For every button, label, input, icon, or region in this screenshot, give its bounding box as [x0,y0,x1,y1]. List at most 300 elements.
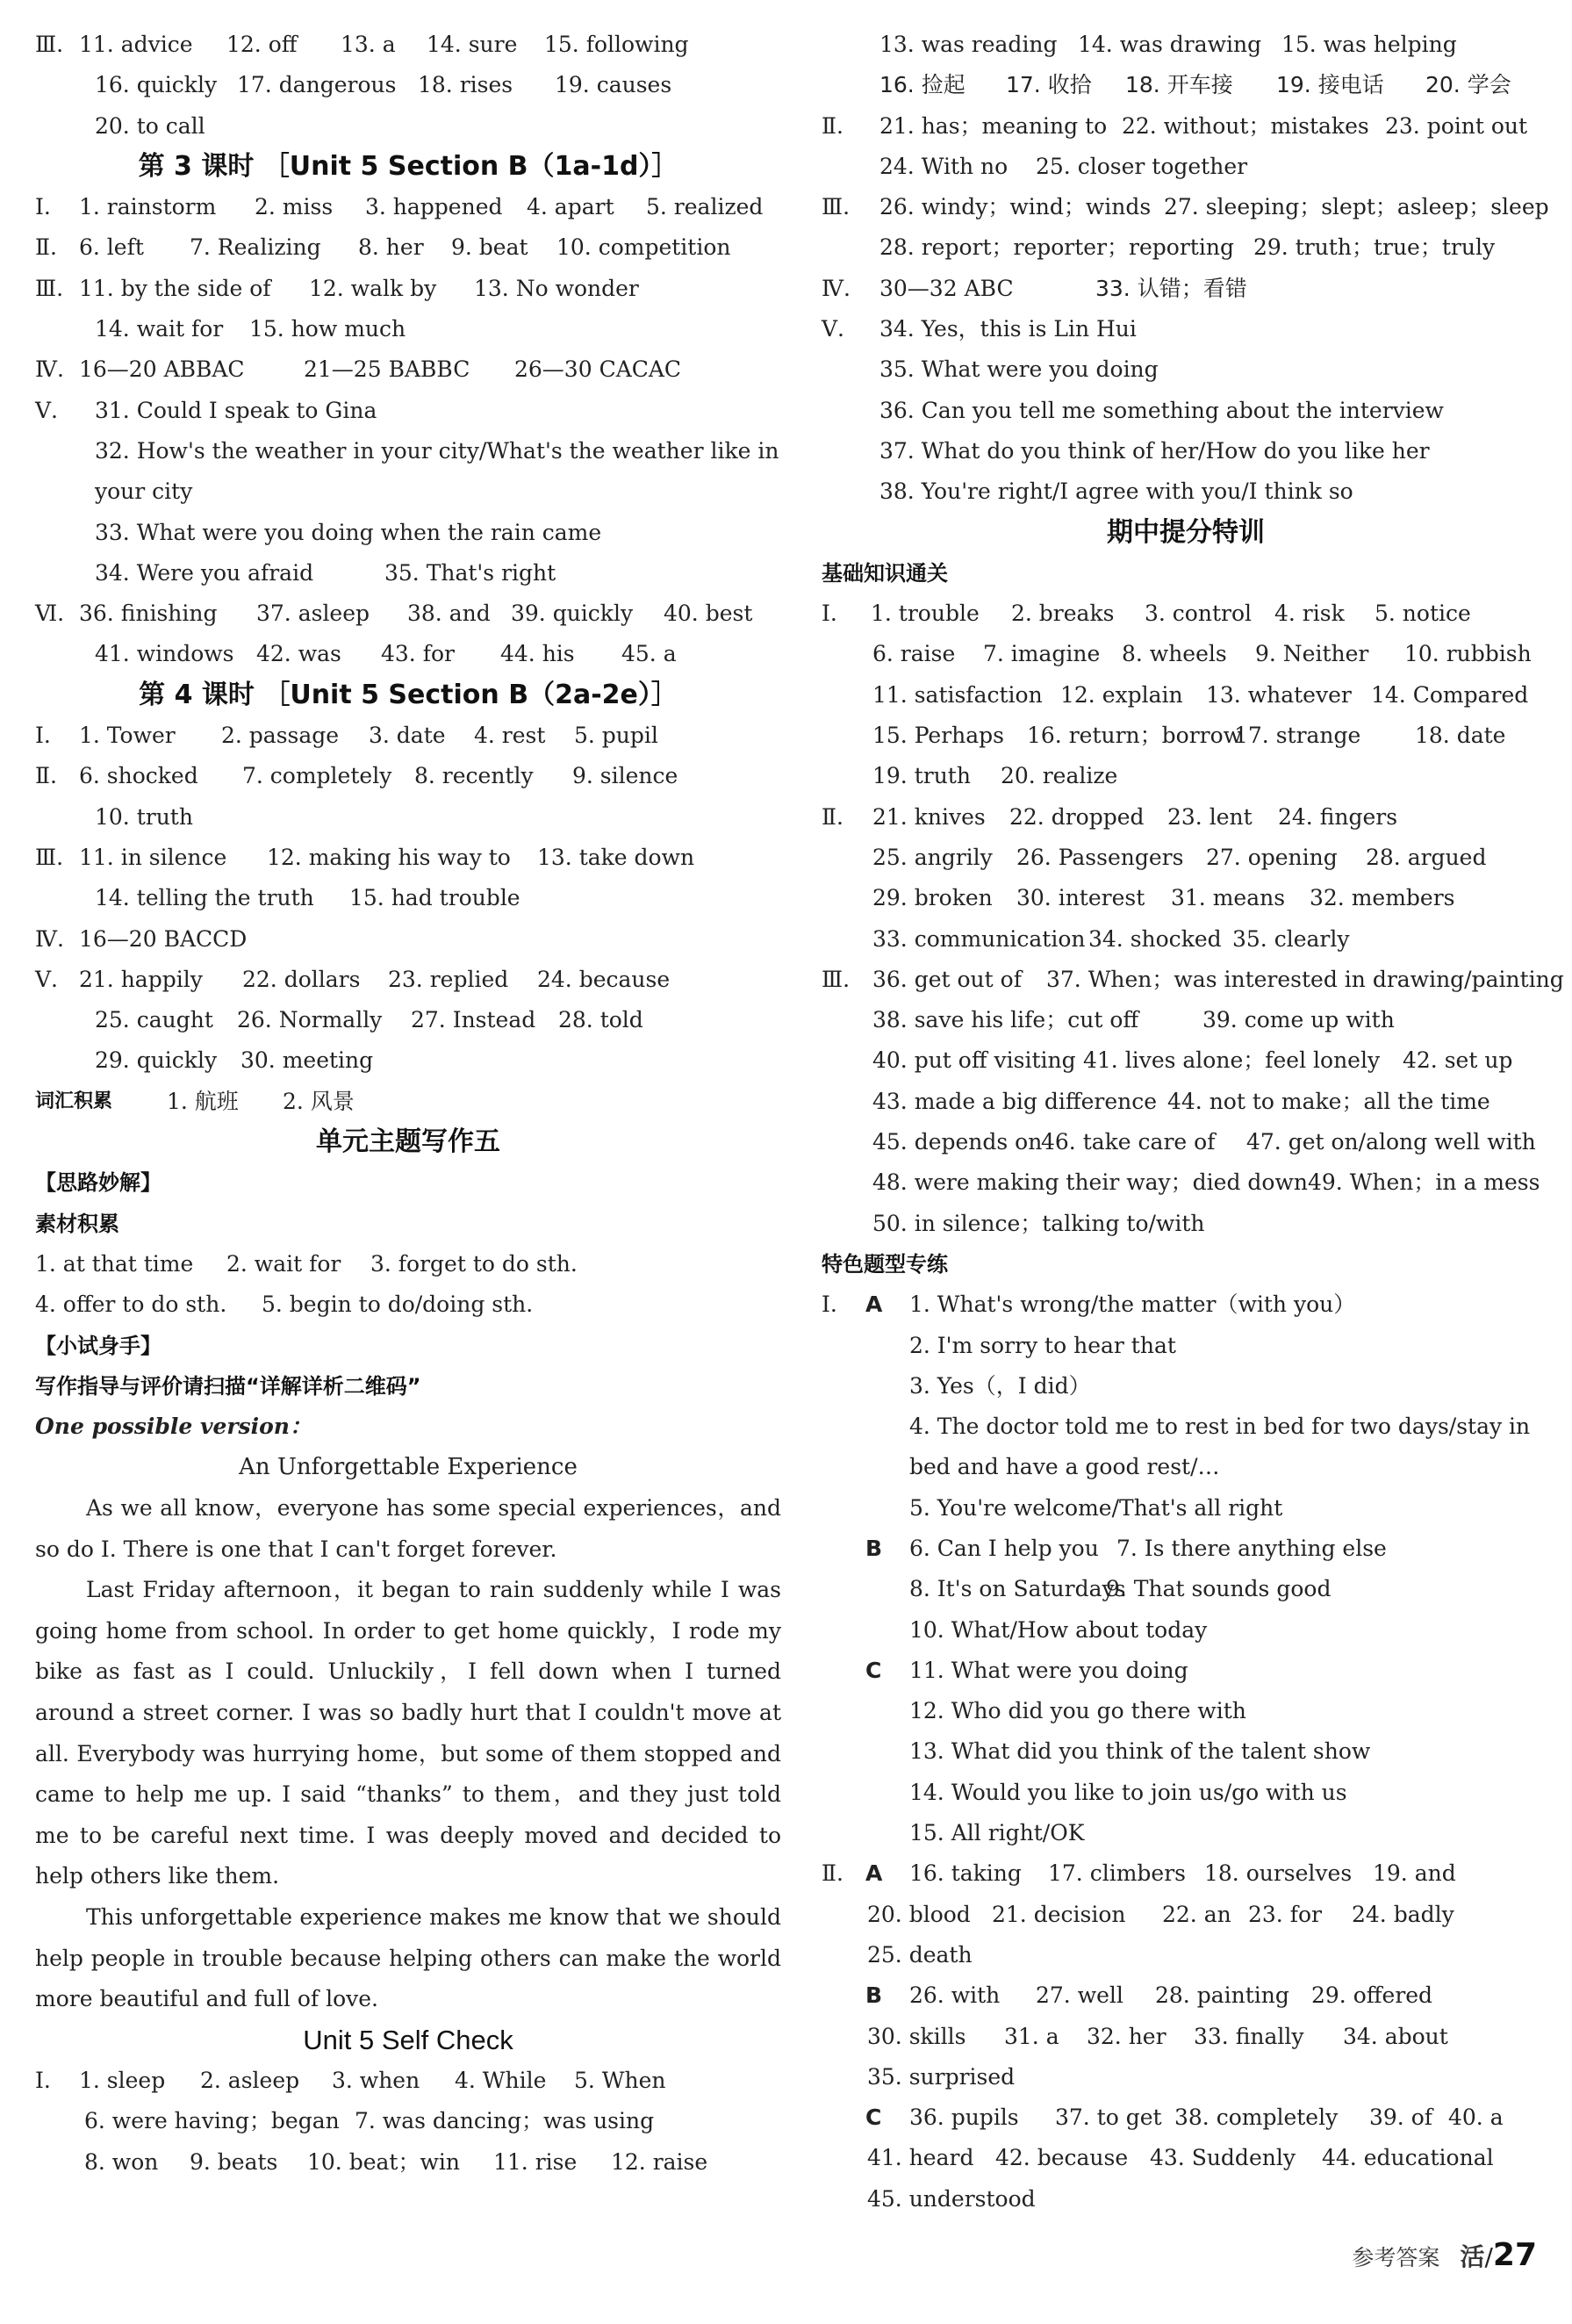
roman-numeral: Ⅴ. [35,966,59,992]
answer-line [822,25,1550,65]
answer-item: 11. in silence [79,844,227,870]
answer-item: 28. report；reporter；reporting [879,234,1234,261]
answer-item: 30—32 ABC [879,275,1014,301]
answer-item: 30. skills [867,2023,966,2049]
answer-line [822,391,1550,431]
answer-item: 2. I'm sorry to hear that [909,1332,1176,1358]
answer-item: 20. blood [867,1901,971,1927]
answer-item: 24. With no [879,153,1009,179]
answer-item: 45. depends on [872,1129,1043,1155]
answer-item: 24. fingers [1278,803,1398,830]
answer-item: 12. explain [1060,681,1183,708]
answer-line [822,838,1550,878]
roman-numeral: Ⅲ. [35,275,64,301]
answer-item: 8. It's on Saturdays [909,1576,1126,1602]
answer-item: 31. Could I speak to Gina [95,397,377,423]
answer-line [822,1529,1550,1569]
self-check-heading: Unit 5 Self Check [303,2024,513,2055]
roman-numeral: Ⅰ. [35,194,51,220]
answer-item: 45. understood [867,2185,1036,2212]
answer-line [822,960,1564,1000]
right-column [822,25,1564,2220]
answer-line [822,1935,1550,1975]
answer-item: 14. wait for [95,316,224,342]
answer-item: 25. caught [95,1007,213,1033]
sucai-label: 素材积累 [35,1211,119,1236]
answer-item: 21. happily [79,966,203,992]
section-letter: B [865,1982,883,2009]
answer-line [35,838,781,878]
answer-line [822,1488,1550,1529]
answer-item: 31. a [1004,2023,1059,2049]
vocab-line [35,1082,781,1122]
answer-line [822,1569,1550,1609]
roman-numeral: Ⅰ. [822,1292,837,1318]
answer-item: 9. beat [451,234,528,261]
answer-line [35,513,781,553]
section-letter: B [865,1535,883,1561]
answer-item: 17. 收拾 [1006,72,1092,98]
answer-line [822,1651,1550,1691]
answer-item: 40. best [664,601,753,627]
answer-item: 43. made a big difference [872,1088,1158,1114]
answer-line [822,309,1550,349]
answer-item: 26. with [909,1982,1001,2009]
answer-item: 39. come up with [1202,1007,1395,1033]
answer-item: 16. quickly [95,72,218,98]
answer-line-wrapped: 32. How's the weather in your city/What's the weather like in your city [95,437,779,505]
answer-item: 18. rises [418,72,513,98]
answer-item: 5. realized [646,194,764,220]
roman-numeral: Ⅲ. [822,966,851,992]
answer-item: 2. passage [221,723,340,749]
answer-item: 21. has；meaning to [879,112,1108,139]
answer-item: 34. Yes，this is Lin Hui [879,316,1137,342]
answer-line [35,716,781,756]
answer-item: 27. well [1036,1982,1123,2009]
answer-item: 50. in silence；talking to/with [872,1210,1205,1236]
answer-item: 38. save his life；cut off [872,1007,1139,1033]
answer-line [35,269,781,309]
answer-item: 30. interest [1016,885,1145,911]
jichu-label: 基础知识通关 [822,560,948,586]
answer-item: 38. You're right/I agree with you/I think so [879,478,1353,505]
answer-item: 6. were having；began [84,2108,340,2134]
answer-item: 37. asleep [256,601,370,627]
answer-line [822,2097,1550,2138]
roman-numeral: Ⅴ. [822,316,845,342]
answer-item: 11. advice [79,32,193,57]
answer-item: 7. was dancing；was using [355,2108,655,2134]
answer-item: 7. Realizing [190,234,321,261]
answer-item: 13. a [341,32,396,57]
vocab-label: 词汇积累 [35,1090,113,1112]
roman-numeral: Ⅵ. [35,601,65,627]
answer-item: 28. argued [1366,844,1487,870]
roman-numeral: Ⅱ. [35,763,57,789]
answer-item: 2. breaks [1011,601,1115,627]
answer-item: 37. What do you think of her/How do you like her [879,437,1430,464]
answer-line [822,634,1550,674]
answer-item: 27. opening [1206,844,1338,870]
answer-item: 3. forget to do sth. [370,1250,578,1277]
answer-line [35,106,781,147]
writing-heading: 单元主题写作五 [316,1126,500,1158]
answer-item: 21—25 BABBC [304,356,470,383]
answer-item: 38. completely [1174,2105,1339,2131]
guide-text: 写作指导与评价请扫描“详解详析二维码” [35,1373,421,1399]
answer-item: 8. won [84,2148,159,2175]
answer-item: 10. beat；win [307,2148,460,2175]
answer-item: 34. shocked [1088,925,1222,952]
answer-line [822,1691,1550,1731]
answer-item: 3. Yes（，I did） [909,1372,1091,1399]
answer-line [35,756,781,796]
answer-line [35,65,781,105]
answer-line [822,1284,1550,1325]
answer-item: 35. That's right [384,559,556,586]
answer-item: 11. satisfaction [872,681,1043,708]
answer-line [35,227,781,268]
answer-line [822,65,1550,105]
answer-item: 17. strange [1234,723,1361,749]
answer-item: 49. When；in a mess [1308,1169,1540,1196]
answer-item: 18. date [1415,723,1506,749]
answer-item: 23. replied [388,966,509,992]
answer-item: 41. heard [867,2145,974,2171]
answer-item: 12. making his way to [267,844,511,870]
answer-item: 19. causes [555,72,672,98]
answer-line [35,309,781,349]
answer-item: 31. means [1171,885,1286,911]
roman-numeral: Ⅰ. [822,601,837,627]
answer-item: 21. decision [992,1901,1126,1927]
answer-line [35,2061,781,2101]
answer-line [822,349,1550,390]
answer-item: 37. to get [1055,2105,1162,2131]
answer-item: 22. dollars [242,966,361,992]
answer-item: 8. wheels [1122,641,1227,667]
roman-numeral: Ⅱ. [822,112,843,139]
answer-item: 3. control [1145,601,1252,627]
answer-item: 29. broken [872,885,993,911]
answer-item: 9. Neither [1255,641,1369,667]
answer-line [822,471,1550,512]
answer-line [822,1895,1550,1935]
answer-item: 9. beats [190,2148,278,2175]
answer-item: 33. What were you doing when the rain came [95,519,602,545]
answer-line [35,960,781,1000]
answer-item: 42. because [995,2145,1129,2171]
answer-line [35,594,781,634]
answer-item: 5. pupil [574,723,658,749]
answer-item: 47. get on/along well with [1246,1129,1536,1155]
answer-item: 10. rubbish [1404,641,1532,667]
answer-item: 4. rest [474,723,546,749]
answer-item: 43. for [381,641,455,667]
answer-item: 19. and [1373,1860,1456,1887]
answer-item: 12. off [226,32,298,57]
answer-line [35,1284,781,1325]
answer-item: 23. lent [1167,803,1253,830]
answer-item: 6. raise [872,641,956,667]
answer-item: 1. 航班 [167,1088,239,1114]
essay-paragraph: As we all know，everyone has some special experiences，and so do I. There is one that I can't forget forever. [35,1494,781,1562]
roman-numeral: Ⅴ. [35,397,59,423]
answer-line [35,2142,781,2183]
tese-label: 特色题型专练 [822,1251,948,1277]
answer-line [822,269,1550,309]
answer-item: 39. of [1369,2105,1433,2131]
answer-item: 35. clearly [1232,925,1350,952]
answer-item: 35. What were you doing [879,356,1159,383]
answer-item: 40. put off visiting [872,1047,1076,1074]
answer-line [35,878,781,918]
answer-item: 29. truth；true；truly [1253,234,1496,261]
answer-line [822,1162,1550,1203]
answer-item: 8. recently [414,763,534,789]
answer-line [822,147,1550,187]
roman-numeral: Ⅲ. [822,194,851,220]
midterm-heading: 期中提分特训 [1107,516,1265,548]
answer-item: 16. taking [909,1860,1022,1887]
answer-item: 11. by the side of [79,275,271,301]
roman-numeral: Ⅱ. [822,1860,843,1887]
answer-item: 23. point out [1385,112,1528,139]
answer-item: 20. realize [1001,763,1118,789]
answer-item: 48. were making their way；died down [872,1169,1308,1196]
answer-item: 36. pupils [909,2105,1019,2131]
answer-line [822,1731,1550,1772]
answer-item: 19. 接电话 [1276,72,1384,98]
answer-item: 32. her [1087,2023,1166,2049]
answer-line [822,431,1550,471]
answer-line [822,106,1550,147]
answer-item: 34. Were you afraid [95,559,314,586]
answer-item: 33. communication [872,925,1086,952]
answer-item: 6. Can I help you [909,1535,1099,1561]
roman-numeral: Ⅳ. [822,275,851,301]
section-letter: C [865,1657,882,1683]
xiaoshi-label: 【小试身手】 [35,1333,162,1358]
answer-item: 24. badly [1352,1901,1454,1927]
answer-item: 5. You're welcome/That's all right [909,1494,1283,1521]
answer-item: 10. truth [95,803,193,830]
answer-item: 24. because [537,966,671,992]
answer-line [822,797,1550,838]
answer-item: 1. at that time [35,1250,194,1277]
answer-line [35,349,781,390]
answer-item: 13. What did you think of the talent show [909,1738,1371,1765]
answer-item: 6. left [79,234,144,261]
answer-item: 13. was reading [879,32,1058,57]
answer-item: 4. apart [527,194,614,220]
answer-line [822,1040,1550,1081]
roman-numeral: Ⅳ. [35,356,64,383]
answer-item: 9. silence [572,763,678,789]
answer-item: 25. angrily [872,844,993,870]
answer-item: 16. return；borrow [1027,723,1243,749]
answer-item: 20. 学会 [1425,72,1511,98]
answer-line [822,1975,1550,2016]
answer-line [822,1122,1550,1162]
left-column [35,25,781,2183]
answer-line [822,1204,1550,1244]
answer-item: 33. 认错；看错 [1095,275,1247,301]
answer-item: 12. raise [611,2148,708,2175]
answer-item: 42. was [256,641,341,667]
lesson-4-heading: 第 4 课时 ［Unit 5 Section B（2a-2e）］ [139,679,678,710]
lesson-3-heading: 第 3 课时 ［Unit 5 Section B（1a-1d）］ [138,150,678,182]
answer-line [35,797,781,838]
answer-item: 16—20 ABBAC [79,356,245,383]
answer-item: 36. Can you tell me something about the interview [879,397,1444,423]
page-number: 27 [1492,2237,1537,2273]
answer-item: 37. When；was interested in drawing/painting [1046,966,1564,992]
answer-item: 7. imagine [983,641,1101,667]
answer-line [35,1244,781,1284]
answer-item: 15. Perhaps [872,723,1004,749]
answer-item: 27. Instead [411,1007,536,1033]
answer-line [822,1610,1550,1651]
answer-item: 14. Would you like to join us/go with us [909,1779,1347,1805]
answer-item: 2. miss [255,194,334,220]
answer-item: 36. finishing [79,601,218,627]
answer-line [822,594,1550,634]
answer-line [822,1773,1550,1813]
page-footer: 参考答案 活/27 [1352,2237,1537,2273]
answer-item: 5. When [574,2068,666,2093]
answer-line [35,391,781,431]
answer-line [822,227,1550,268]
answer-item: 4. offer to do sth. [35,1292,227,1318]
answer-item: 18. ourselves [1204,1860,1353,1887]
answer-item: 45. a [621,641,677,667]
roman-numeral: Ⅱ. [822,803,843,830]
answer-item: 44. not to make；all the time [1167,1088,1490,1114]
answer-item: 1. sleep [79,2068,166,2093]
answer-item: 42. set up [1403,1047,1513,1074]
answer-item: 29. offered [1311,1982,1433,2009]
answer-item: 1. Tower [79,723,176,749]
footer-section: 活 [1460,2242,1485,2271]
answer-item: 15. had trouble [349,885,520,911]
answer-item: 1. What's wrong/the matter（with you） [909,1292,1356,1318]
answer-item: 14. was drawing [1078,32,1262,57]
answer-item: 26. Normally [237,1007,383,1033]
essay-title: An Unforgettable Experience [239,1454,578,1481]
answer-item: 18. 开车接 [1125,72,1233,98]
answer-line [822,1000,1550,1040]
answer-item: 35. surprised [867,2063,1016,2090]
roman-numeral: Ⅳ. [35,925,64,952]
answer-item: 14. sure [427,32,518,57]
answer-item: 40. a [1448,2105,1504,2131]
answer-item: 25. closer together [1036,153,1248,179]
answer-item: 15. was helping [1281,32,1457,57]
answer-item: 11. rise [493,2148,578,2175]
answer-item: 26—30 CACAC [514,356,682,383]
answer-item: 14. Compared [1371,681,1529,708]
answer-line [822,675,1550,716]
answer-item: 23. for [1248,1901,1322,1927]
answer-line [35,1000,781,1040]
answer-line [35,919,781,960]
answer-item: 1. trouble [871,601,980,627]
roman-numeral: Ⅱ. [35,234,57,261]
answer-item: 3. date [369,723,446,749]
answer-item: 44. his [500,641,575,667]
answer-item: 11. What were you doing [909,1657,1188,1683]
answer-item: 28. painting [1155,1982,1289,2009]
answer-item: 26. Passengers [1016,844,1184,870]
answer-item: 15. how much [249,316,406,342]
answer-item: 10. competition [556,234,731,261]
answer-item: 4. risk [1274,601,1345,627]
answer-item: 13. whatever [1206,681,1352,708]
answer-item: 22. without；mistakes [1122,112,1369,139]
answer-item: 17. climbers [1048,1860,1186,1887]
answer-item: 15. All right/OK [909,1820,1085,1846]
answer-item: 5. notice [1375,601,1471,627]
answer-item: 13. take down [537,844,695,870]
answer-item: 25. death [867,1941,973,1968]
answer-item: 43. Suddenly [1150,2145,1296,2171]
answer-item: 16—20 BACCD [79,925,248,952]
answer-item: 22. an [1162,1901,1231,1927]
answer-item: 22. dropped [1009,803,1145,830]
answer-line [35,187,781,227]
answer-item: 2. asleep [200,2068,300,2093]
answer-item: 30. meeting [240,1047,374,1074]
answer-item: 12. Who did you go there with [909,1698,1246,1724]
answer-item: 27. sleeping；slept；asleep；sleep [1164,194,1549,220]
essay-body [35,1488,781,2020]
answer-line [822,2017,1550,2057]
essay-paragraph: Last Friday afternoon，it began to rain suddenly while I was going home from school. In order to get home quickly，I rode my bike as fast as I could. Unluckily，I fell down when I turned around a street corner. I was so badly hurt that I couldn't move at all. Everybody was hurrying home，but some of them stopped and came to help me up. I said “thanks” to them，and they just told me to be careful next time. I was deeply moved and decided to help others like them. [35,1577,781,1889]
section-letter: A [865,1292,883,1318]
answer-item: 17. dangerous [237,72,397,98]
answer-line [35,553,781,594]
answer-item: 9. That sounds good [1106,1576,1332,1602]
answer-item: 46. take care of [1041,1129,1216,1155]
answer-item: 14. telling the truth [95,885,314,911]
answer-item: 34. about [1343,2023,1448,2049]
answer-item: 38. and [407,601,491,627]
answer-item: 12. walk by [309,275,437,301]
answer-item: 16. 捡起 [879,72,965,98]
answer-line [822,1813,1550,1853]
answer-line [822,2057,1550,2097]
possible-version-label: One possible version： [35,1414,312,1440]
answer-item: 33. finally [1194,2023,1304,2049]
answer-item: 3. when [332,2068,420,2093]
answer-item: 7. Is there anything else [1116,1535,1387,1561]
answer-item: 3. happened [365,194,503,220]
roman-numeral: Ⅰ. [35,2068,51,2093]
answer-item: 21. knives [872,803,986,830]
answer-item: 13. No wonder [474,275,639,301]
answer-line [822,1326,1550,1366]
answer-item: 2. 风景 [283,1088,355,1114]
answer-item: 32. members [1310,885,1455,911]
answer-line [822,1082,1550,1122]
answer-item: 8. her [358,234,424,261]
answer-item: 20. to call [95,112,205,139]
answer-item: 41. lives alone；feel lonely [1083,1047,1381,1074]
answer-line [35,2101,781,2141]
silu-label: 【思路妙解】 [35,1170,162,1196]
